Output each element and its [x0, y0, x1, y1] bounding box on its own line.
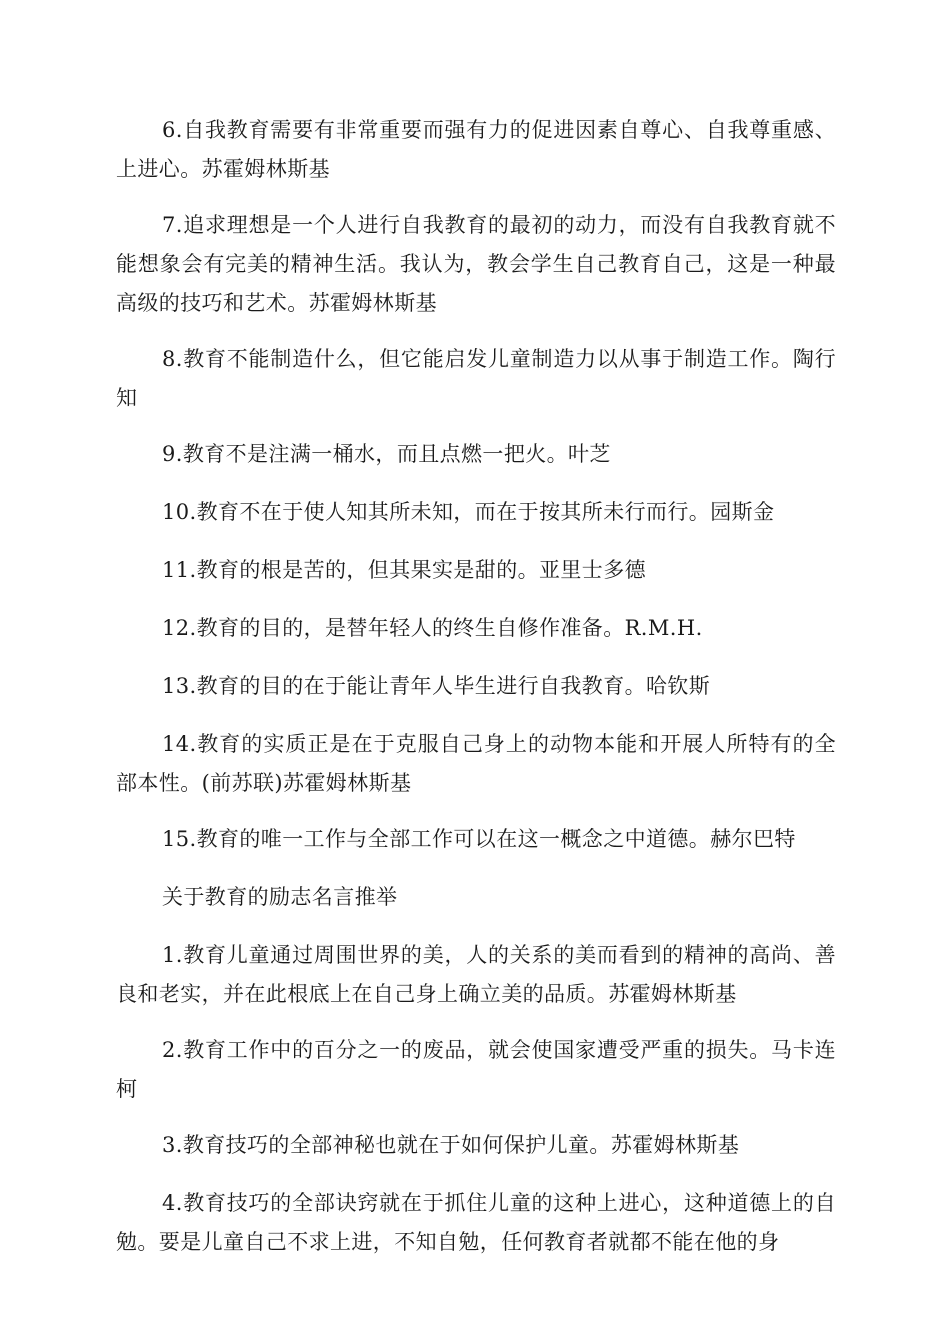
- quote-paragraph-9: 9.教育不是注满一桶水，而且点燃一把火。叶芝: [162, 442, 611, 466]
- quote-paragraph-8: 8.教育不能制造什么，但它能启发儿童制造力以从事于制造工作。陶行知: [116, 347, 836, 410]
- quote-paragraph-6: 6.自我教育需要有非常重要而强有力的促进因素自尊心、自我尊重感、上进心。苏霍姆林斯基: [116, 118, 836, 181]
- quote-paragraph-4: 4.教育技巧的全部诀窍就在于抓住儿童的这种上进心，这种道德上的自勉。要是儿童自己不求上进，不知自勉，任何教育者就都不能在他的身: [116, 1191, 836, 1254]
- quote-paragraph-14: 14.教育的实质正是在于克服自己身上的动物本能和开展人所特有的全部本性。(前苏联)苏霍姆林斯基: [116, 732, 836, 795]
- quote-paragraph-10: 10.教育不在于使人知其所未知，而在于按其所未行而行。园斯金: [162, 500, 775, 524]
- quote-paragraph-7: 7.追求理想是一个人进行自我教育的最初的动力，而没有自我教育就不能想象会有完美的精神生活。我认为，教会学生自己教育自己，这是一种最高级的技巧和艺术。苏霍姆林斯基: [116, 213, 836, 315]
- quote-paragraph-3: 3.教育技巧的全部神秘也就在于如何保护儿童。苏霍姆林斯基: [162, 1133, 740, 1157]
- quote-paragraph-12: 12.教育的目的，是替年轻人的终生自修作准备。R.M.H.: [162, 616, 703, 640]
- quote-paragraph-11: 11.教育的根是苦的，但其果实是甜的。亚里士多德: [162, 558, 646, 582]
- quote-paragraph-2: 2.教育工作中的百分之一的废品，就会使国家遭受严重的损失。马卡连柯: [116, 1038, 836, 1101]
- quote-paragraph-13: 13.教育的目的在于能让青年人毕生进行自我教育。哈钦斯: [162, 674, 711, 698]
- quote-paragraph-15: 15.教育的唯一工作与全部工作可以在这一概念之中道德。赫尔巴特: [162, 827, 796, 851]
- document-body: [116, 111, 836, 1279]
- quote-paragraph-1: 1.教育儿童通过周围世界的美，人的关系的美而看到的精神的高尚、善良和老实，并在此根底上在自己身上确立美的品质。苏霍姆林斯基: [116, 943, 836, 1006]
- section-heading: 关于教育的励志名言推举: [162, 885, 398, 909]
